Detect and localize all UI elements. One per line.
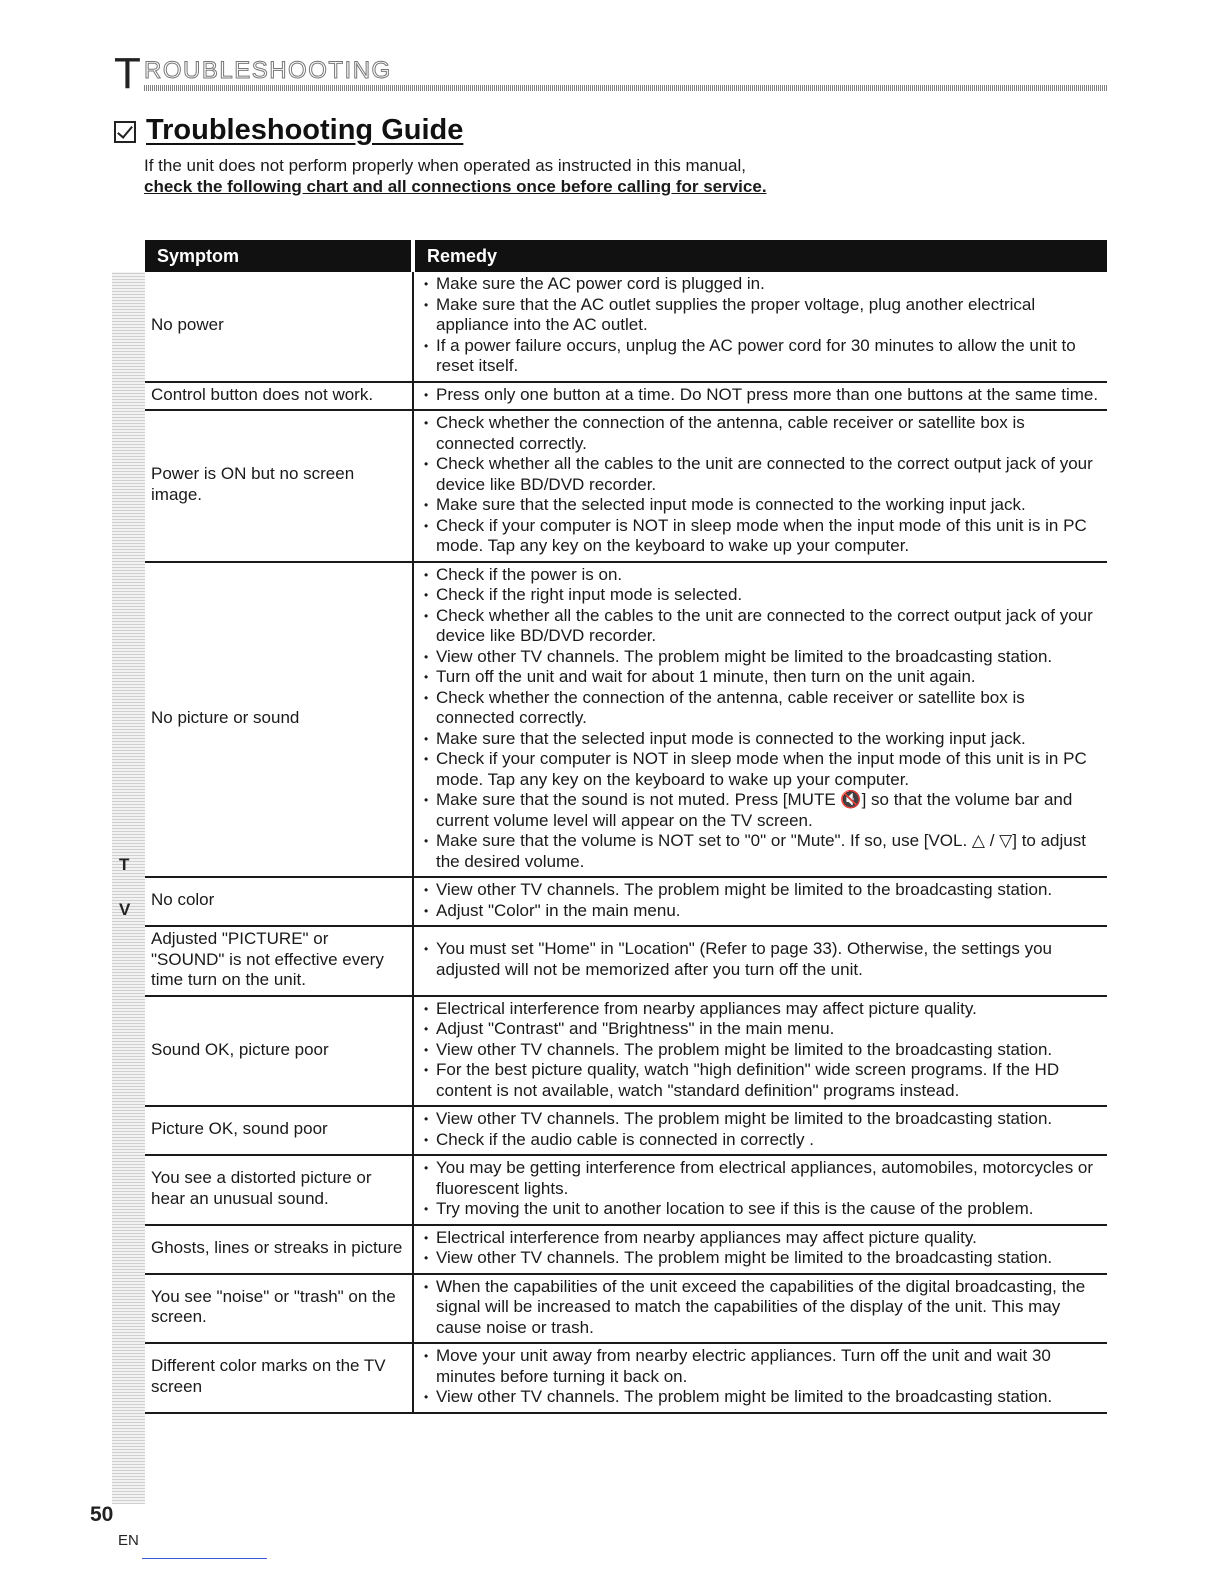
intro-line-2: check the following chart and all connections once before calling for service. xyxy=(144,177,767,196)
remedy-item: • Check whether the connection of the antenna, cable receiver or satellite box is connected correctly. xyxy=(424,413,1103,454)
symptom-cell: No color xyxy=(145,877,413,926)
table-row xyxy=(145,410,1107,562)
symptom-cell: No picture or sound xyxy=(145,562,413,878)
intro-text xyxy=(144,155,767,197)
troubleshooting-table xyxy=(145,240,1107,1414)
remedy-item: • View other TV channels. The problem might be limited to the broadcasting station. xyxy=(424,1248,1103,1269)
remedy-cell xyxy=(413,877,1107,926)
remedy-item: • Check if the audio cable is connected in correctly . xyxy=(424,1130,1103,1151)
table-row xyxy=(145,1343,1107,1413)
remedy-cell xyxy=(413,562,1107,878)
symptom-header: Symptom xyxy=(145,240,413,272)
remedy-item: • Electrical interference from nearby appliances may affect picture quality. xyxy=(424,1228,1103,1249)
remedy-item: • Turn off the unit and wait for about 1 minute, then turn on the unit again. xyxy=(424,667,1103,688)
symptom-cell: Control button does not work. xyxy=(145,382,413,411)
remedy-item: • View other TV channels. The problem might be limited to the broadcasting station. xyxy=(424,1109,1103,1130)
section-title: Troubleshooting Guide xyxy=(146,114,464,146)
remedy-item: • View other TV channels. The problem might be limited to the broadcasting station. xyxy=(424,647,1103,668)
remedy-item: • Press only one button at a time. Do NOT press more than one buttons at the same time. xyxy=(424,385,1103,406)
footer-rule xyxy=(142,1558,267,1559)
remedy-item: • Adjust "Contrast" and "Brightness" in the main menu. xyxy=(424,1019,1103,1040)
chapter-title: ROUBLESHOOTING xyxy=(144,57,392,84)
remedy-item: • Check whether all the cables to the unit are connected to the correct output jack of your device like BD/DVD recorder. xyxy=(424,606,1103,647)
remedy-item: • Check whether the connection of the antenna, cable receiver or satellite box is connected correctly. xyxy=(424,688,1103,729)
table-row xyxy=(145,1274,1107,1344)
remedy-item: • Make sure that the AC outlet supplies the proper voltage, plug another electrical appliance into the AC outlet. xyxy=(424,295,1103,336)
chapter-header xyxy=(108,48,1108,98)
symptom-cell: You see a distorted picture or hear an unusual sound. xyxy=(145,1155,413,1225)
remedy-item: • Adjust "Color" in the main menu. xyxy=(424,901,1103,922)
remedy-list xyxy=(424,1277,1103,1339)
side-tab-letter-v: V xyxy=(119,900,131,919)
remedy-list xyxy=(424,939,1103,980)
remedy-item: • You may be getting interference from electrical appliances, automobiles, motorcycles or fluorescent lights. xyxy=(424,1158,1103,1199)
table-row xyxy=(145,1106,1107,1155)
table-row xyxy=(145,877,1107,926)
remedy-cell xyxy=(413,926,1107,996)
table-row xyxy=(145,1155,1107,1225)
remedy-list xyxy=(424,565,1103,873)
table-row xyxy=(145,996,1107,1107)
remedy-item: • Make sure the AC power cord is plugged in. xyxy=(424,274,1103,295)
header-rule xyxy=(144,85,1108,91)
table-row xyxy=(145,562,1107,878)
table-row xyxy=(145,272,1107,382)
remedy-cell xyxy=(413,1225,1107,1274)
symptom-cell: Different color marks on the TV screen xyxy=(145,1343,413,1413)
remedy-item: • View other TV channels. The problem might be limited to the broadcasting station. xyxy=(424,1387,1103,1408)
page-number: 50 xyxy=(90,1503,114,1526)
remedy-cell xyxy=(413,1274,1107,1344)
remedy-cell xyxy=(413,996,1107,1107)
table-row xyxy=(145,382,1107,411)
section-heading xyxy=(114,114,463,147)
table-body xyxy=(145,272,1107,1413)
remedy-cell xyxy=(413,382,1107,411)
remedy-list xyxy=(424,880,1103,921)
remedy-list xyxy=(424,274,1103,377)
remedy-item: • You must set "Home" in "Location" (Refer to page 33). Otherwise, the settings you adjusted will not be memorized after you turn off the unit. xyxy=(424,939,1103,980)
symptom-cell: Sound OK, picture poor xyxy=(145,996,413,1107)
remedy-list xyxy=(424,385,1103,406)
remedy-item: • If a power failure occurs, unplug the AC power cord for 30 minutes to allow the unit to reset itself. xyxy=(424,336,1103,377)
remedy-cell xyxy=(413,1106,1107,1155)
remedy-cell xyxy=(413,1155,1107,1225)
table-header-row xyxy=(145,240,1107,272)
intro-line-1: If the unit does not perform properly when operated as instructed in this manual, xyxy=(144,156,746,175)
remedy-item: • View other TV channels. The problem might be limited to the broadcasting station. xyxy=(424,880,1103,901)
remedy-item: • Make sure that the volume is NOT set to "0" or "Mute". If so, use [VOL. △ / ▽] to adjust the desired volume. xyxy=(424,831,1103,872)
remedy-item: • For the best picture quality, watch "high definition" wide screen programs. If the HD content is not available, watch "standard definition" programs instead. xyxy=(424,1060,1103,1101)
remedy-item: • Make sure that the sound is not muted. Press [MUTE 🔇] so that the volume bar and current volume level will appear on the TV screen. xyxy=(424,790,1103,831)
remedy-item: • Electrical interference from nearby appliances may affect picture quality. xyxy=(424,999,1103,1020)
remedy-list xyxy=(424,1346,1103,1408)
remedy-item: • Check if your computer is NOT in sleep mode when the input mode of this unit is in PC mode. Tap any key on the keyboard to wake up your computer. xyxy=(424,516,1103,557)
remedy-list xyxy=(424,1228,1103,1269)
remedy-item: • Check if the right input mode is selected. xyxy=(424,585,1103,606)
remedy-list xyxy=(424,1158,1103,1220)
remedy-item: • Try moving the unit to another location to see if this is the cause of the problem. xyxy=(424,1199,1103,1220)
remedy-item: • Make sure that the selected input mode is connected to the working input jack. xyxy=(424,495,1103,516)
table-row xyxy=(145,926,1107,996)
symptom-cell: Adjusted "PICTURE" or "SOUND" is not effective every time turn on the unit. xyxy=(145,926,413,996)
remedy-item: • Check whether all the cables to the unit are connected to the correct output jack of your device like BD/DVD recorder. xyxy=(424,454,1103,495)
remedy-item: • Make sure that the selected input mode is connected to the working input jack. xyxy=(424,729,1103,750)
symptom-cell: Ghosts, lines or streaks in picture xyxy=(145,1225,413,1274)
remedy-cell xyxy=(413,410,1107,562)
remedy-item: • Check if your computer is NOT in sleep mode when the input mode of this unit is in PC mode. Tap any key on the keyboard to wake up your computer. xyxy=(424,749,1103,790)
symptom-cell: Picture OK, sound poor xyxy=(145,1106,413,1155)
remedy-item: • When the capabilities of the unit exceed the capabilities of the digital broadcasting, the signal will be increased to match the capabilities of the display of the unit. This may cause noise or trash. xyxy=(424,1277,1103,1339)
remedy-item: • Move your unit away from nearby electric appliances. Turn off the unit and wait 30 minutes before turning it back on. xyxy=(424,1346,1103,1387)
remedy-cell xyxy=(413,1343,1107,1413)
table-row xyxy=(145,1225,1107,1274)
symptom-cell: You see "noise" or "trash" on the screen. xyxy=(145,1274,413,1344)
remedy-list xyxy=(424,1109,1103,1150)
remedy-item: • Check if the power is on. xyxy=(424,565,1103,586)
remedy-header: Remedy xyxy=(413,240,1107,272)
symptom-cell: No power xyxy=(145,272,413,382)
side-tab-letter-t: T xyxy=(119,855,130,874)
remedy-item: • View other TV channels. The problem might be limited to the broadcasting station. xyxy=(424,1040,1103,1061)
remedy-list xyxy=(424,413,1103,557)
side-tab-stripe xyxy=(112,272,145,1504)
remedy-list xyxy=(424,999,1103,1102)
chapter-title-initial: T xyxy=(114,49,141,98)
checkbox-icon xyxy=(114,121,136,143)
symptom-cell: Power is ON but no screen image. xyxy=(145,410,413,562)
language-label: EN xyxy=(118,1532,139,1549)
remedy-cell xyxy=(413,272,1107,382)
